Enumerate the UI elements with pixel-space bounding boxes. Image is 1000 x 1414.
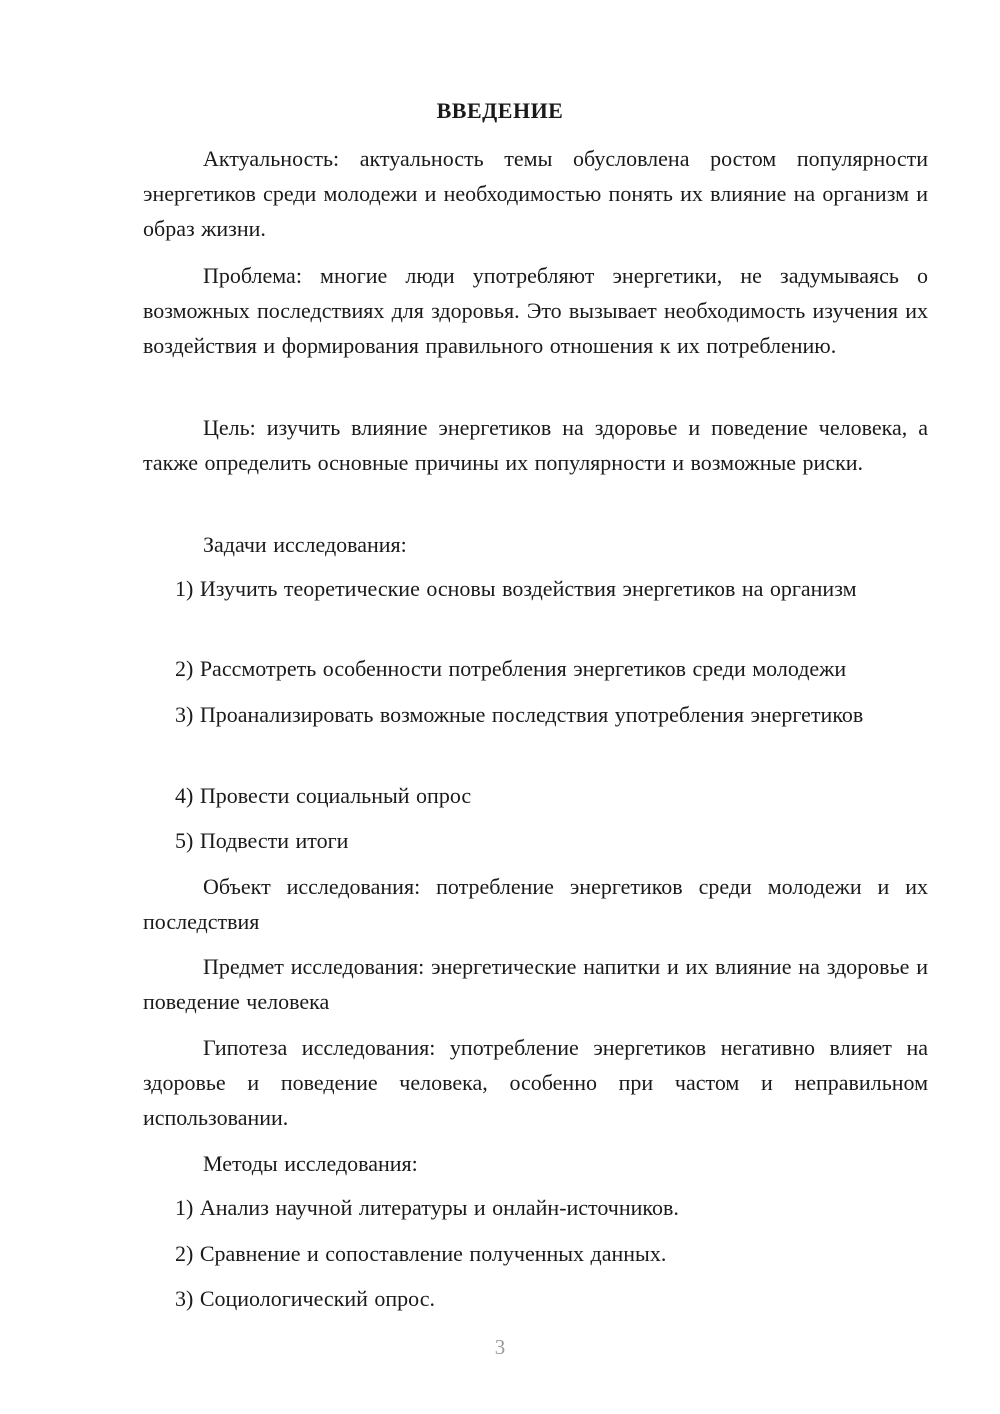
task-item-2: 2) Рассмотреть особенности потребления энергетиков среди молодежи [175,656,847,681]
relevance-paragraph: Актуальность: актуальность темы обусловлена ростом популярности энергетиков среди молодежи и необходимостью понять их влияние на организм и образ жизни. [143,146,928,241]
method-item-1: 1) Анализ научной литературы и онлайн-источников. [175,1195,679,1220]
page-number: 3 [494,1335,506,1359]
page-title: ВВЕДЕНИЕ [436,98,564,123]
problem-paragraph: Проблема: многие люди употребляют энергетики, не задумываясь о возможных последствиях для здоровья. Это вызывает необходимость изучения их воздействия и формирования правильного отношения к их потреблению. [143,263,928,358]
hypothesis-paragraph: Гипотеза исследования: употребление энергетиков негативно влияет на здоровье и поведение человека, особенно при частом и неправильном использовании. [143,1035,928,1130]
task-item-4: 4) Провести социальный опрос [175,783,472,808]
task-item-1: 1) Изучить теоретические основы воздействия энергетиков на организм [175,576,857,601]
task-item-5: 5) Подвести итоги [175,828,349,853]
task-item-3: 3) Проанализировать возможные последствия употребления энергетиков [175,702,864,727]
tasks-heading: Задачи исследования: [203,532,407,557]
method-item-2: 2) Сравнение и сопоставление полученных данных. [175,1241,667,1266]
methods-heading: Методы исследования: [203,1151,418,1176]
subject-paragraph: Предмет исследования: энергетические напитки и их влияние на здоровье и поведение человека [143,954,928,1014]
goal-paragraph: Цель: изучить влияние энергетиков на здоровье и поведение человека, а также определить основные причины их популярности и возможные риски. [143,415,928,475]
object-paragraph: Объект исследования: потребление энергетиков среди молодежи и их последствия [143,874,928,934]
method-item-3: 3) Социологический опрос. [175,1286,435,1311]
